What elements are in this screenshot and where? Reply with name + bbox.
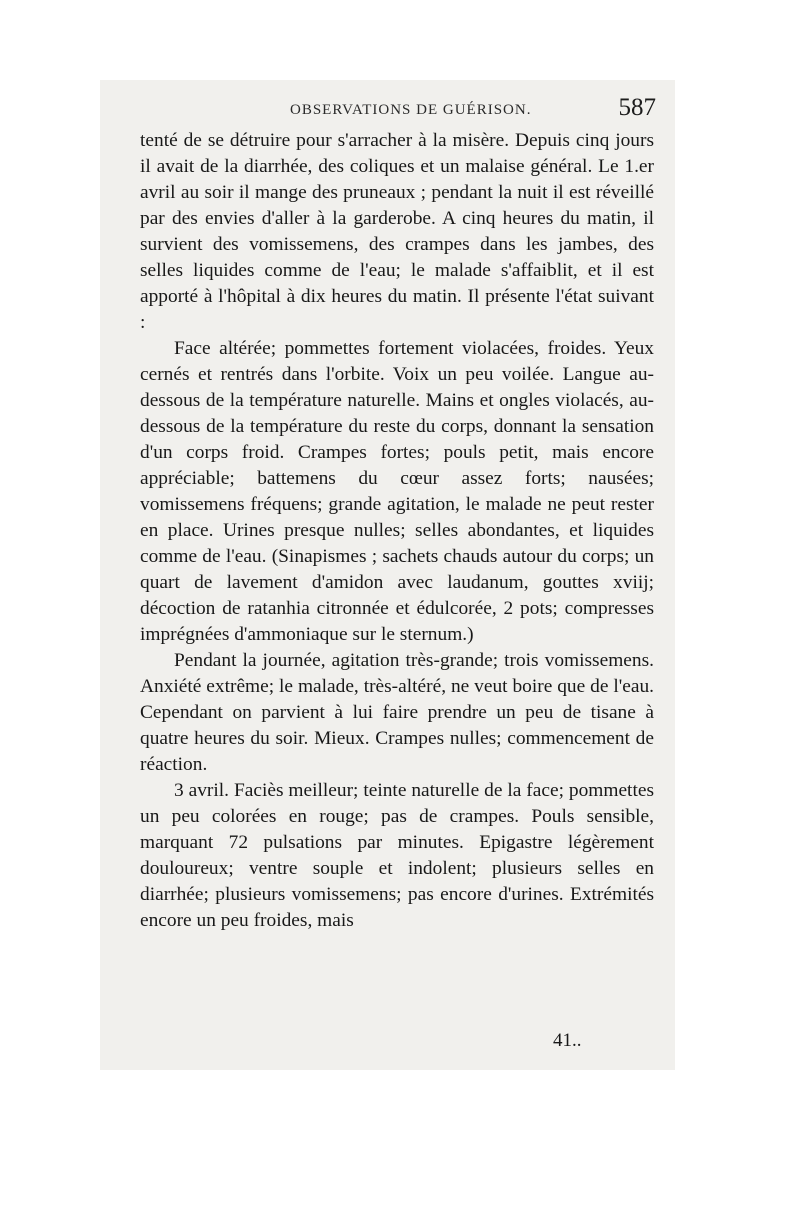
body-text — [140, 128, 654, 934]
running-title: OBSERVATIONS DE GUÉRISON. — [290, 102, 532, 118]
signature-mark: 41.. — [553, 1030, 582, 1051]
paragraph: tenté de se détruire pour s'arracher à la misère. Depuis cinq jours il avait de la diarrhée, des coliques et un malaise général. Le 1.er avril au soir il mange des pruneaux ; pendant la nuit il est réveillé par des envies d'aller à la garderobe. A cinq heures du matin, il survient des vomissemens, des crampes dans les jambes, des selles liquides comme de l'eau; le malade s'affaiblit, et il est apporté à l'hôpital à dix heures du matin. Il présente l'état suivant : — [140, 130, 654, 333]
page-number: 587 — [618, 94, 656, 121]
paragraph: Pendant la journée, agitation très-grande; trois vomissemens. Anxiété extrême; le malade, très-altéré, ne veut boire que de l'eau. Cependant on parvient à lui faire prendre un peu de tisane à quatre heures du soir. Mieux. Crampes nulles; commencement de réaction. — [140, 650, 654, 775]
paragraph: 3 avril. Faciès meilleur; teinte naturelle de la face; pommettes un peu colorées en rouge; pas de crampes. Pouls sensible, marquant 72 pulsations par minutes. Epigastre légèrement douloureux; ventre souple et indolent; plusieurs selles en diarrhée; plusieurs vomissemens; pas encore d'urines. Extrémités encore un peu froides, mais — [140, 780, 654, 931]
paragraph: Face altérée; pommettes fortement violacées, froides. Yeux cernés et rentrés dans l'orbite. Voix un peu voilée. Langue au-dessous de la température naturelle. Mains et ongles violacés, au-dessous de la température du reste du corps, donnant la sensation d'un corps froid. Crampes fortes; pouls petit, mais encore appréciable; battemens du cœur assez forts; nausées; vomissemens fréquens; grande agitation, le malade ne peut rester en place. Urines presque nulles; selles abondantes, et liquides comme de l'eau. (Sinapismes ; sachets chauds autour du corps; un quart de lavement d'amidon avec laudanum, gouttes xviij; décoction de ratanhia citronnée et édulcorée, 2 pots; compresses imprégnées d'ammoniaque sur le sternum.) — [140, 338, 654, 645]
